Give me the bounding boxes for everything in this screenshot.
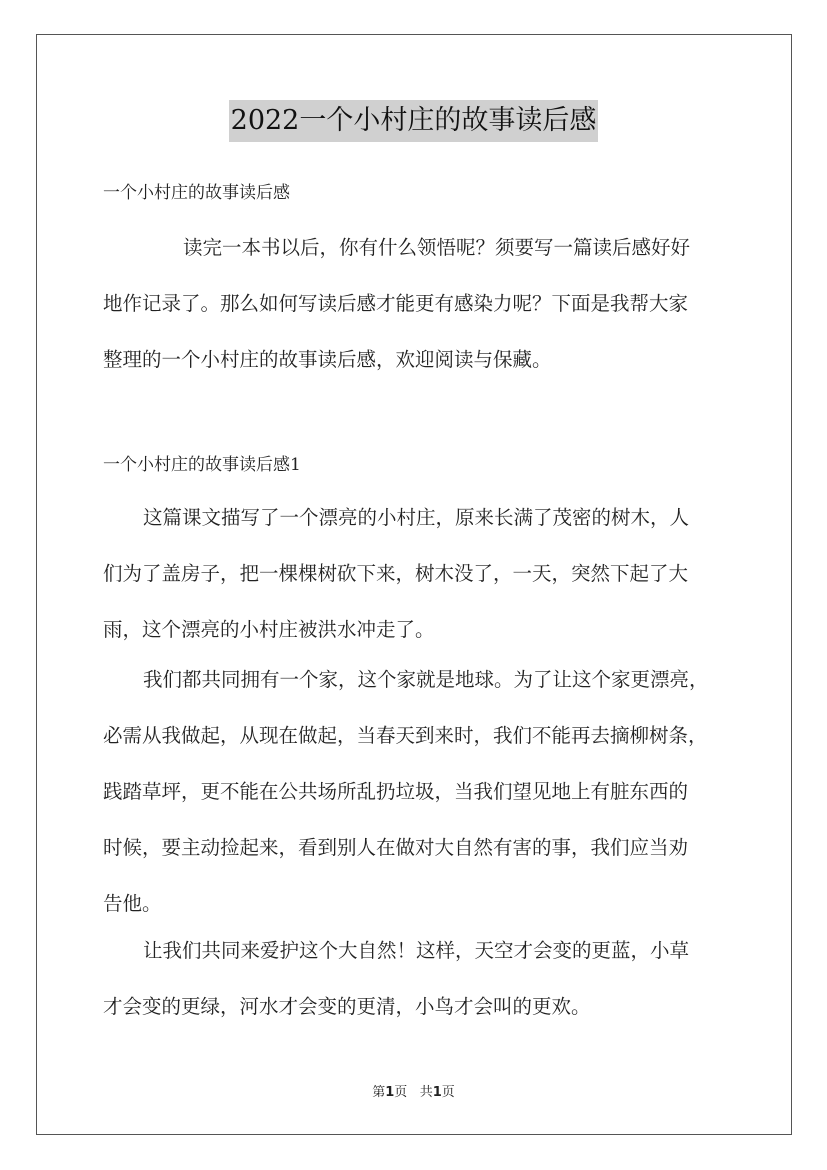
paragraph-line: 时候，要主动捡起来，看到别人在做对大自然有害的事，我们应当劝	[103, 836, 689, 859]
intro-paragraph	[103, 220, 743, 388]
page-footer	[0, 1081, 827, 1100]
intro-line: 读完一本书以后，你有什么领悟呢？须要写一篇读后感好好	[183, 236, 691, 259]
body-paragraph-3	[103, 923, 743, 1035]
document-subtitle: 一个小村庄的故事读后感	[103, 183, 290, 203]
paragraph-line: 这篇课文描写了一个漂亮的小村庄，原来长满了茂密的树木，人	[143, 506, 690, 529]
body-paragraph-1	[103, 490, 743, 658]
total-pages: 1	[432, 1085, 442, 1100]
total-prefix: 共	[419, 1085, 433, 1100]
total-suffix: 页	[441, 1085, 455, 1100]
paragraph-line: 才会变的更绿，河水才会变的更清，小鸟才会叫的更欢。	[103, 995, 591, 1018]
paragraph-line: 们为了盖房子，把一棵棵树砍下来，树木没了，一天，突然下起了大	[103, 562, 689, 585]
page-suffix: 页	[394, 1085, 408, 1100]
section-heading: 一个小村庄的故事读后感1	[103, 455, 301, 475]
paragraph-line: 让我们共同来爱护这个大自然！这样，天空才会变的更蓝，小草	[143, 939, 690, 962]
paragraph-line: 告他。	[103, 892, 162, 915]
page-number: 1	[385, 1085, 395, 1100]
page-prefix: 第	[372, 1085, 386, 1100]
paragraph-line: 践踏草坪，更不能在公共场所乱扔垃圾，当我们望见地上有脏东西的	[103, 780, 689, 803]
paragraph-line: 我们都共同拥有一个家，这个家就是地球。为了让这个家更漂亮，	[143, 668, 709, 691]
paragraph-line: 雨，这个漂亮的小村庄被洪水冲走了。	[103, 618, 435, 641]
title-container	[0, 100, 827, 142]
intro-line: 整理的一个小村庄的故事读后感，欢迎阅读与保藏。	[103, 348, 552, 371]
intro-line: 地作记录了。那么如何写读后感才能更有感染力呢？下面是我帮大家	[103, 292, 689, 315]
body-paragraph-2	[103, 652, 743, 932]
paragraph-line: 必需从我做起，从现在做起，当春天到来时，我们不能再去摘柳树条，	[103, 724, 708, 747]
document-title: 2022一个小村庄的故事读后感	[229, 100, 599, 142]
